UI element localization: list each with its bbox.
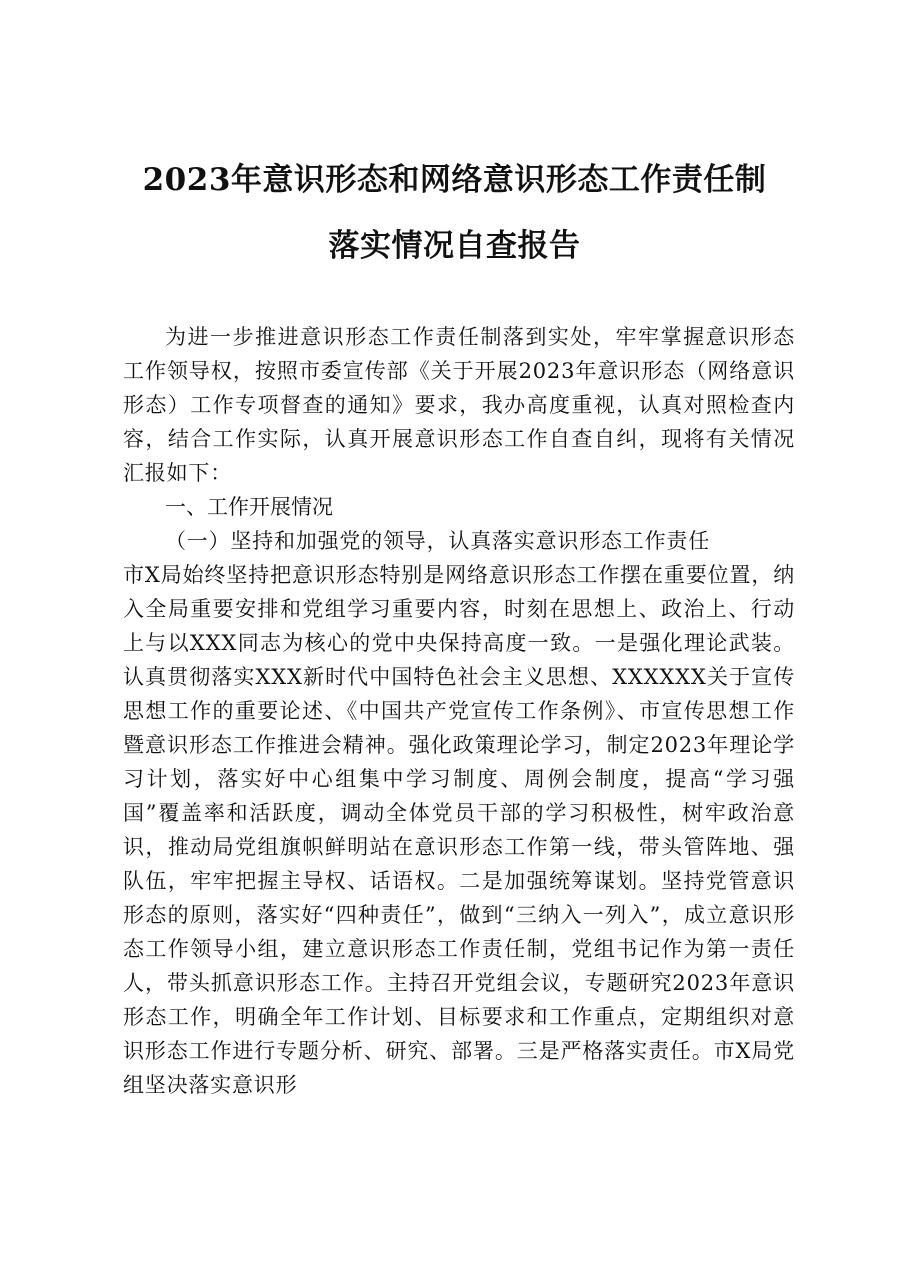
subsection-body-paragraph: 市X局始终坚持把意识形态特别是网络意识形态工作摆在重要位置，纳入全局重要安排和党组学习重要内容，时刻在思想上、政治上、行动上与以XXX同志为核心的党中央保持高度一致。一是强化理论武装。认真贯彻落实XXX新时代中国特色社会主义思想、XXXXXX关于宣传思想工作的重要论述、《中国共产党宣传工作条例》、市宣传思想工作暨意识形态工作推进会精神。强化政策理论学习，制定2023年理论学习计划，落实好中心组集中学习制度、周例会制度，提高“学习强国”覆盖率和活跃度，调动全体党员干部的学习积极性，树牢政治意识，推动局党组旗帜鲜明站在意识形态工作第一线，带头管阵地、强队伍，牢牢把握主导权、话语权。二是加强统筹谋划。坚持党管意识形态的原则，落实好“四种责任”，做到“三纳入一列入”，成立意识形态工作领导小组，建立意识形态工作责任制，党组书记作为第一责任人，带头抓意识形态工作。主持召开党组会议，专题研究2023年意识形态工作，明确全年工作计划、目标要求和工作重点，定期组织对意识形态工作进行专题分析、研究、部署。三是严格落实责任。市X局党组坚决落实意识形 — [123, 563, 795, 1097]
intro-paragraph: 为进一步推进意识形态工作责任制落到实处，牢牢掌握意识形态工作领导权，按照市委宣传部《关于开展2023年意识形态（网络意识形态）工作专项督查的通知》要求，我办高度重视，认真对照检查内容，结合工作实际，认真开展意识形态工作自查自纠，现将有关情况汇报如下： — [123, 325, 795, 485]
document-body — [123, 320, 795, 1102]
document-title-line-1: 2023年意识形态和网络意识形态工作责任制 — [142, 162, 767, 198]
section-heading: 一、工作开展情况 — [165, 495, 333, 519]
document-title-line-2: 落实情况自查报告 — [328, 228, 581, 264]
subsection-heading: （一）坚持和加强党的领导，认真落实意识形态工作责任 — [165, 529, 710, 553]
